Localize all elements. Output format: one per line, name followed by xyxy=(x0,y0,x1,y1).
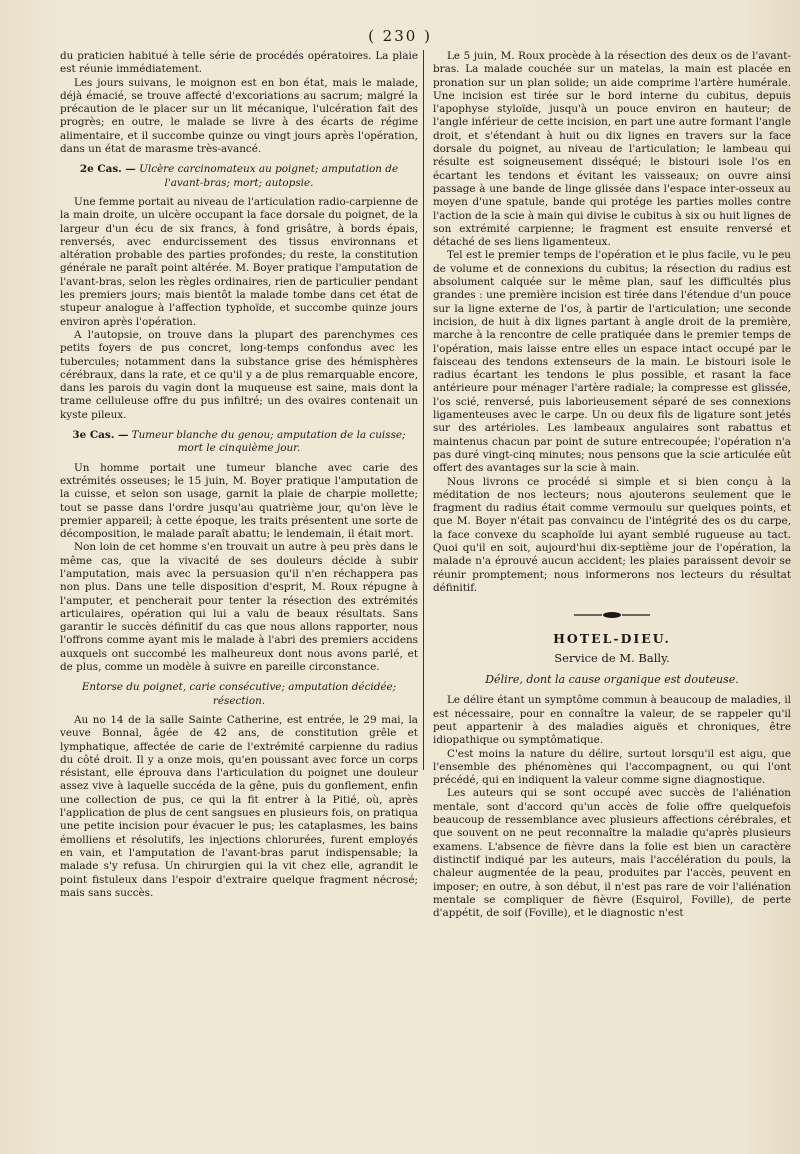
case-heading xyxy=(60,681,418,708)
paragraph: Non loin de cet homme s'en trouvait un autre à peu près dans le même cas, que la vivacité de ses douleurs décide à subir l'amputation, mais avec la persuasion qu'il n'en réchappera pas non plus. Dans une telle disposition d'esprit, M. Roux répugne à l'amputer, et pencherait pour tenter la résection des extrémités articulaires, opération qui lui a valu de beaux résultats. Sans garantir le succès définitif du cas que nous allons rapporter, nous l'offrons comme ayant mis le malade à l'abri des premiers accidens auxquels ont succombé les malheureux dont nous avons parlé, et de plus, comme un modèle à suivre en pareille circonstance. xyxy=(60,541,418,674)
page-number: ( 230 ) xyxy=(368,27,432,45)
paragraph: Tel est le premier temps de l'opération et le plus facile, vu le peu de volume et de connexions du cubitus; la résection du radius est absolument calquée sur le même plan, sauf les difficultés plus grandes : une première incision est tirée dans l'étendue d'un pouce sur la ligne externe de l'os, à partir de l'articulation; une seconde incision, de huit à dix lignes partant à angle droit de la première, marche à la rencontre de celle pratiquée dans le premier temps de l'opération, mais laisse entre elles un espace intact occupé par le faisceau des tendons extenseurs de la main. Le bistouri isole le radius écartant les tendons le plus possible, et rasant la face antérieure pour ménager l'artère radiale; la compresse est glissée, l'os scié, renversé, puis laborieusement séparé de ses connexions ligamenteuses avec le carpe. Un ou deux fils de ligature sont jetés sur des artérioles. Les lambeaux angulaires sont rabattus et maintenus chacun par point de suture entrecoupée; l'opération n'a pas duré vingt-cinq minutes; nous pensons que la scie articulée eût offert des avantages sur la scie à main. xyxy=(433,249,791,475)
paragraph: C'est moins la nature du délire, surtout lorsqu'il est aigu, que l'ensemble des phénomènes qui l'accompagnent, ou qui l'ont précédé, qui en indiquent la valeur comme signe diagnostique. xyxy=(433,747,791,787)
case-heading xyxy=(60,429,418,456)
case-title: Tumeur blanche du genou; amputation de la cuisse; mort le cinquième jour. xyxy=(131,429,406,455)
left-column xyxy=(60,50,418,900)
paragraph: Au no 14 de la salle Sainte Catherine, est entrée, le 29 mai, la veuve Bonnal, âgée de 42 ans, de constitution grêle et lymphatique, affectée de carie de l'extrémité carpienne du radius du côté droit. Il y a onze mois, qu'en poussant avec force un corps résistant, elle éprouva dans l'articulation du poignet une douleur assez vive à laquelle succéda de la gêne, puis du gonflement, enfin une collection de pus, ce qui la fit entrer à la Pitié, où, après l'application de plus de cent sangsues en plusieurs fois, on pratiqua une petite incision pour évacuer le pus; les cataplasmes, les bains émolliens et résolutifs, les injections chlorurées, furent employés en vain, et l'amputation de l'avant-bras parut indispensable; la malade s'y refusa. Un chirurgien qui la vit chez elle, agrandit le point fistuleux dans l'espoir d'extraire quelque fragment nécrosé; mais sans succès. xyxy=(60,713,418,899)
paragraph: Les auteurs qui se sont occupé avec succès de l'aliénation mentale, sont d'accord qu'un accès de folie offre quelquefois beaucoup de ressemblance avec plusieurs affections cérébrales, et que souvent on ne peut reconnaître la maladie qu'après plusieurs examens. L'absence de fièvre dans la folie est bien un caractère distinctif indiqué par les auteurs, mais l'accélération du pouls, la chaleur augmentée de la peau, produites par l'accès, peuvent en imposer; en outre, à son début, il n'est pas rare de voir l'aliénation mentale se compliquer de fièvre (Esquirol, Foville), de perte d'appétit, de soif (Foville), et le diagnostic n'est xyxy=(433,787,791,920)
section-title: HOTEL-DIEU. xyxy=(553,631,671,647)
service-line: Service de M. Bally. xyxy=(554,650,670,665)
case-heading xyxy=(60,163,418,190)
paragraph: Une femme portait au niveau de l'articulation radio-carpienne de la main droite, un ulcère occupant la face dorsale du poignet, de la largeur d'un écu de six francs, à fond grisâtre, à bords épais, renversés, avec endurcissement des tissus environnans et altération probable des parties profondes; du reste, la constitution générale ne paraît point altérée. M. Boyer pratique l'amputation de l'avant-bras, selon les règles ordinaires, rien de particulier pendant les premiers jours; mais bientôt la malade tombe dans cet état de stupeur analogue à l'affection typhoïde, et succombe quinze jours environ après l'opération. xyxy=(60,195,418,328)
paragraph: Un homme portait une tumeur blanche avec carie des extrémités osseuses; le 15 juin, M. Boyer pratique l'amputation de la cuisse, et selon son usage, garnit la plaie de charpie mollette; tout se passe dans l'ordre jusqu'au quatrième jour, qu'on lève le premier appareil; à cette époque, les traits présentent une sorte de décomposition, le malade paraît abattu; le lendemain, il était mort. xyxy=(60,461,418,541)
case-label: 2e Cas. — xyxy=(79,163,136,176)
column-divider xyxy=(423,50,424,770)
case-title: Ulcère carcinomateux au poignet; amputation de l'avant-bras; mort; autopsie. xyxy=(139,163,399,189)
ornament-separator xyxy=(433,609,791,622)
paragraph: Nous livrons ce procédé si simple et si bien conçu à la méditation de nos lecteurs; nous ajouterons seulement que le fragment du radius était comme vermoulu sur quelques points, et que M. Boyer n'était pas convaincu de l'intégrité des os du carpe, la face convexe du scaphoïde lui ayant semblé rugueuse au tact. Quoi qu'il en soit, aujourd'hui dix-septième jour de l'opération, la malade n'a éprouvé aucun accident; les plaies paraissent devoir se réunir promptement; nous informerons nos lecteurs du résultat définitif. xyxy=(433,475,791,594)
case-label: 3e Cas. — xyxy=(72,429,129,442)
case-title: Entorse du poignet, carie consécutive; amputation décidée; résection. xyxy=(81,681,397,707)
ornament-icon xyxy=(572,611,652,619)
topic-title: Délire, dont la cause organique est douteuse. xyxy=(485,673,739,687)
paragraph: Le 5 juin, M. Roux procède à la résection des deux os de l'avant-bras. La malade couchée sur un matelas, la main est placée en pronation sur un plan solide; un aide comprime l'artère humérale. Une incision est tirée sur le bord interne du cubitus, depuis l'apophyse styloïde, jusqu'à un pouce environ en hauteur; de l'angle inférieur de cette incision, en part une autre formant l'angle droit, et s'étendant à huit ou dix lignes en travers sur la face dorsale du poignet, au niveau de l'articulation; le lambeau qui résulte est soigneusement disséqué; le bistouri isole l'os en écartant les tendons et évitant les vaisseaux; on ouvre ainsi passage à une bande de linge glissée dans l'espace inter-osseux au moyen d'une spatule, bande qui protége les parties molles contre l'action de la scie à main qui divise le cubitus à six ou huit lignes de son extrémité carpienne; le fragment est ensuite renversé et détaché de ses liens ligamenteux. xyxy=(433,50,791,249)
paragraph: du praticien habitué à telle série de procédés opératoires. La plaie est réunie immédiatement. xyxy=(60,50,418,76)
paragraph: A l'autopsie, on trouve dans la plupart des parenchymes ces petits foyers de pus concret, long-temps confondus avec les tubercules; notamment dans la substance grise des hémisphères cérébraux, dans la rate, et ce qu'il y a de plus remarquable encore, dans les parois du vagin dont la muqueuse est saine, mais dont la trame celluleuse offre du pus infiltré; un des ovaires contenait un kyste pileux. xyxy=(60,328,418,421)
right-column xyxy=(433,50,791,920)
paragraph: Le délire étant un symptôme commun à beaucoup de maladies, il est nécessaire, pour en connaître la valeur, de se rappeler qu'il peut appartenir à des maladies aiguës et chroniques, être idiopathique ou symptômatique. xyxy=(433,694,791,747)
paragraph: Les jours suivans, le moignon est en bon état, mais le malade, déjà émacié, se trouve affecté d'excoriations au sacrum; malgré la précaution de le placer sur un lit mécanique, l'ulcération fait des progrès; en outre, le malade se livre à des écarts de régime alimentaire, et il succombe quinze ou vingt jours après l'opération, dans un état de marasme très-avancé. xyxy=(60,76,418,156)
